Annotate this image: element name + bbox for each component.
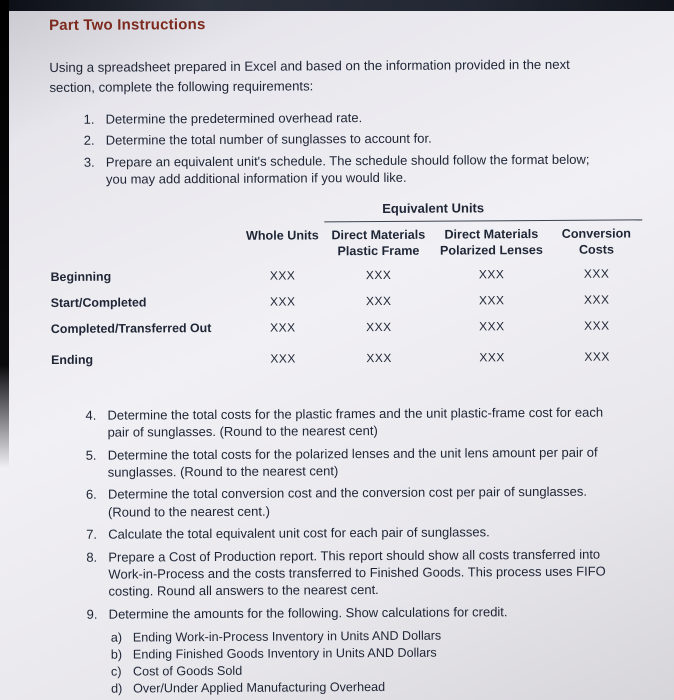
sub-item-letter: a) <box>110 630 123 645</box>
requirements-list-top <box>50 107 653 188</box>
cell-value: XXX <box>270 351 296 366</box>
cell-value: XXX <box>366 319 392 334</box>
list-item-number: 9. <box>86 606 98 622</box>
sub-item-text: Ending Finished Goods Inventory in Units AND Dollars <box>132 645 437 662</box>
column-header-line2: Plastic Frame <box>337 243 420 258</box>
document-page <box>49 13 656 698</box>
sub-list-item <box>111 678 656 696</box>
cell-value: XXX <box>583 292 610 307</box>
list-item-text: Prepare an equivalent unit's schedule. The schedule should follow the format below; you may add additional information if you would like. <box>105 151 590 187</box>
sub-items-list <box>53 628 656 697</box>
list-item <box>52 483 655 521</box>
cell-value: XXX <box>270 320 296 335</box>
column-header-line2: Costs <box>578 242 614 257</box>
list-item-number: 2. <box>83 133 95 149</box>
column-header-line1: Direct Materials <box>444 226 539 242</box>
sub-item-letter: b) <box>110 647 123 662</box>
cell-value: XXX <box>583 266 610 281</box>
column-header-line1: Direct Materials <box>331 227 426 242</box>
list-item <box>52 522 655 543</box>
sub-item-text: Ending Work-in-Process Inventory in Units AND Dollars <box>132 628 442 645</box>
intro-paragraph: Using a spreadsheet prepared in Excel and based on the information provided in the next section, complete the following requirements: <box>49 56 570 96</box>
cell-value: XXX <box>269 294 296 309</box>
column-header-line2: Polarized Lenses <box>439 242 543 258</box>
column-header-whole-units <box>240 227 324 244</box>
list-item-text: Determine the total costs for the polarized lenses and the unit lens amount per pair of sunglasses. (Round to the nearest cent) <box>107 444 598 480</box>
cell-value: XXX <box>365 293 392 308</box>
list-item-number: 6. <box>85 487 97 503</box>
list-item-text: Determine the total costs for the plastic frames and the unit plastic-frame cost for each pair of sunglasses. (Round to the nearest cent) <box>107 404 604 440</box>
screen-top-edge <box>0 0 674 11</box>
cell-value: XXX <box>365 267 392 282</box>
list-item <box>52 545 655 601</box>
table-row <box>51 292 654 310</box>
list-item <box>52 443 655 481</box>
column-header-line1: Whole Units <box>245 227 319 243</box>
list-item-text: Prepare a Cost of Production report. This report should show all costs transferred into Work-in-Process and the costs transferred to Finished Goods. This process uses FIFO costing. Round all answers to the nearest cent. <box>108 546 606 600</box>
list-item-number: 4. <box>85 407 97 423</box>
list-item-number: 5. <box>85 447 97 463</box>
sub-list-item <box>111 644 656 662</box>
table-header-row <box>50 225 653 261</box>
sub-item-text: Cost of Goods Sold <box>132 663 243 679</box>
column-header-plastic-frame <box>324 226 432 259</box>
list-item-number: 1. <box>83 111 95 127</box>
cell-value: XXX <box>478 266 505 282</box>
equivalent-units-table <box>50 199 654 367</box>
list-item-text: Determine the predetermined overhead rate. <box>105 109 363 127</box>
row-label: Beginning <box>50 269 112 284</box>
list-item <box>50 107 653 128</box>
list-item-text: Calculate the total equivalent unit cost for each pair of sunglasses. <box>108 524 490 542</box>
cell-value: XXX <box>366 350 392 365</box>
list-item <box>50 150 653 188</box>
row-label: Start/Completed <box>50 295 147 310</box>
list-item <box>53 602 656 623</box>
screen-left-edge <box>0 0 9 468</box>
table-rule <box>324 219 642 222</box>
list-item-text: Determine the total number of sunglasses to account for. <box>105 130 432 148</box>
row-label-spacer <box>50 227 240 228</box>
sub-item-letter: d) <box>111 681 123 696</box>
row-label: Ending <box>51 352 94 367</box>
list-item-number: 3. <box>83 154 95 170</box>
sub-list-item <box>111 661 656 679</box>
cell-value: XXX <box>479 318 505 334</box>
list-item-text: Determine the amounts for the following. Show calculations for credit. <box>108 604 508 622</box>
table-row <box>51 349 654 367</box>
sub-list-item <box>111 628 656 646</box>
cell-value: XXX <box>584 318 610 333</box>
cell-value: XXX <box>584 349 610 364</box>
requirements-list-bottom <box>51 403 655 623</box>
column-header-polarized-lenses <box>432 225 550 258</box>
list-item-text: Determine the total conversion cost and the conversion cost per pair of sunglasses. (Round to the nearest cent.) <box>107 484 588 520</box>
list-item-number: 7. <box>86 526 98 542</box>
table-row <box>51 318 654 336</box>
list-item <box>50 129 653 150</box>
column-header-conversion-costs <box>550 225 642 258</box>
row-label: Completed/Transferred Out <box>50 320 212 336</box>
cell-value: XXX <box>478 292 505 308</box>
table-title: Equivalent Units <box>382 199 485 216</box>
page-title: Part Two Instructions <box>49 16 206 34</box>
sub-item-letter: c) <box>110 664 122 679</box>
cell-value: XXX <box>269 268 296 283</box>
cell-value: XXX <box>479 349 505 365</box>
table-row <box>51 266 654 284</box>
column-header-line1: Conversion <box>561 225 632 241</box>
sub-item-text: Over/Under Applied Manufacturing Overhead <box>133 679 386 696</box>
list-item <box>51 403 654 441</box>
list-item-number: 8. <box>86 549 98 565</box>
